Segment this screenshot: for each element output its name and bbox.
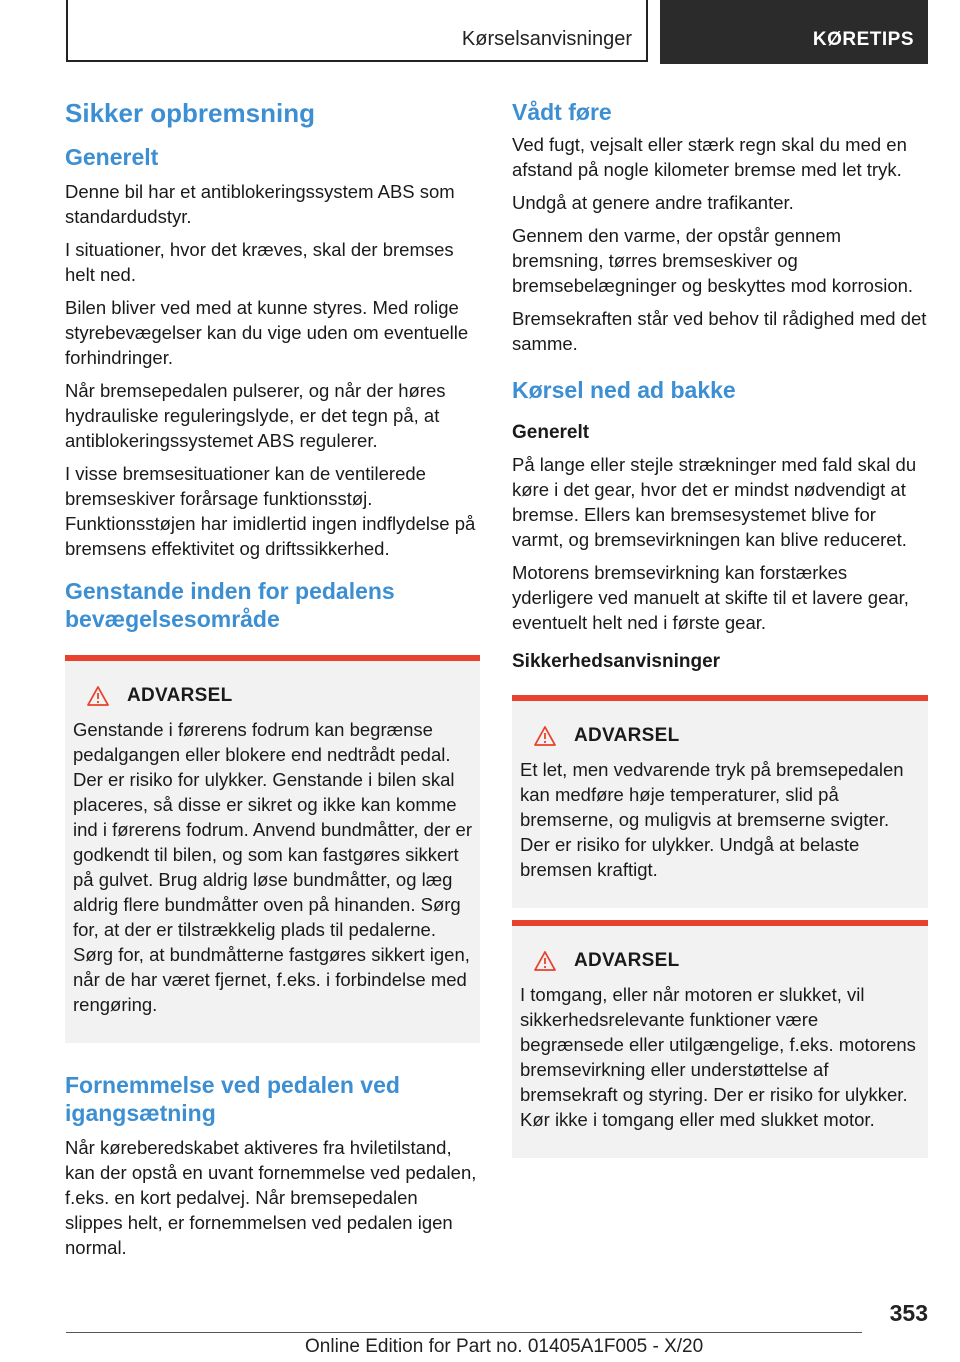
chapter-tab (660, 0, 928, 64)
warning-box (512, 695, 928, 908)
warning-header (520, 725, 920, 747)
warning-text: Genstande i førerens fodrum kan begrænse pedalgangen eller blokere end nedtrådt pedal. Der er risiko for ulykker. Genstande i bilen skal placeres, så disse er sikret og ikke kan komme ind i førerens fodrum. Anvend bundmåtter, der er godkendt til bilen, og som kan fastgøres sikkert på gulvet. Brug aldrig løse bundmåtter, og læg aldrig flere bundmåtter oven på hinanden. Sørg for, at der er tilstrækkelig plads til pedalerne. Sørg for, at bundmåtterne fastgøres sikkert igen, når de har været fjernet, f.eks. i forbindelse med rengøring. (73, 719, 472, 1015)
warning-header (520, 950, 920, 972)
warning-box (512, 920, 928, 1158)
footer-edition: Online Edition for Part no. 01405A1F005 - X/20 (305, 1336, 704, 1357)
heading-bakke: Kørsel ned ad bakke (512, 377, 736, 403)
paragraph: Bremsekraften står ved behov til rådighed med det samme. (512, 308, 927, 354)
heading-vaadt: Vådt føre (512, 99, 612, 125)
warning-text: Et let, men vedvarende tryk på bremsepedalen kan medføre høje temperaturer, slid på bremserne, og muligvis at bremserne svigter. Der er risiko for ulykker. Undgå at belaste bremsen kraftigt. (520, 759, 904, 880)
paragraph: Ved fugt, vejsalt eller stærk regn skal du med en afstand på nogle kilometer bremse med let tryk. (512, 134, 907, 180)
heading-genstande: Genstande inden for pedalens bevægelsesområde (65, 578, 395, 632)
paragraph: Motorens bremsevirkning kan forstærkes yderligere ved manuelt at skifte til et lavere gear, eventuelt helt ned i første gear. (512, 562, 909, 633)
paragraph: Undgå at genere andre trafikanter. (512, 192, 794, 213)
warning-label: ADVARSEL (574, 725, 680, 746)
warning-label: ADVARSEL (574, 950, 680, 971)
subheading-safety: Sikkerhedsanvisninger (512, 651, 721, 672)
warning-box (65, 655, 480, 1043)
page-title: Sikker opbremsning (65, 98, 315, 128)
section-name: Kørselsanvisninger (461, 28, 632, 50)
warning-header (73, 685, 472, 707)
paragraph: Når køreberedskabet aktiveres fra hviletilstand, kan der opstå en uvant fornemmelse ved pedalen, f.eks. en kort pedalvej. Når bremsepedalen slippes helt, er fornemmelsen ved pedalen igen normal. (65, 1137, 477, 1258)
page-header (66, 0, 928, 64)
section-tab (66, 0, 648, 62)
paragraph: I situationer, hvor det kræves, skal der bremses helt ned. (65, 239, 454, 285)
left-column (65, 98, 480, 1268)
heading-generelt: Generelt (65, 144, 159, 170)
warning-triangle-icon (534, 951, 556, 971)
subheading-generelt: Generelt (512, 422, 590, 443)
chapter-name: KØRETIPS (812, 29, 914, 50)
footer-divider (66, 1332, 862, 1333)
paragraph: I visse bremsesituationer kan de ventilerede bremseskiver forårsage funktionsstøj. Funktionsstøjen har imidlertid ingen indflydelse på bremsens effektivitet og driftssikkerhed. (65, 463, 476, 559)
warning-triangle-icon (534, 726, 556, 746)
paragraph: Gennem den varme, der opstår gennem bremsning, tørres bremseskiver og bremsebelægninger og beskyttes mod korrosion. (512, 225, 914, 296)
warning-text: I tomgang, eller når motoren er slukket, vil sikkerhedsrelevante funktioner være begrænsede eller utilgængelige, f.eks. motorens bremsevirkning eller understøttelse af bremsekraft og styring. Der er risiko for ulykker. Kør ikke i tomgang eller med slukket motor. (520, 984, 916, 1130)
paragraph: Denne bil har et antiblokeringssystem ABS som standardudstyr. (65, 181, 455, 227)
paragraph: Bilen bliver ved med at kunne styres. Med rolige styrebevægelser kan du vige uden om eventuelle forhindringer. (65, 297, 469, 368)
heading-fornemmelse: Fornemmelse ved pedalen ved igangsætning (65, 1072, 400, 1126)
paragraph: Når bremsepedalen pulserer, og når der høres hydrauliske reguleringslyde, er det tegn på, at antiblokeringssystemet ABS regulerer. (65, 380, 446, 451)
paragraph: På lange eller stejle strækninger med fald skal du køre i det gear, hvor det er mindst nødvendigt at bremse. Ellers kan bremsesystemet blive for varmt, og bremsevirkningen kan blive reduceret. (512, 454, 917, 550)
page-number: 353 (889, 1300, 928, 1326)
warning-label: ADVARSEL (127, 685, 233, 706)
warning-triangle-icon (87, 686, 109, 706)
right-column (512, 98, 928, 1186)
